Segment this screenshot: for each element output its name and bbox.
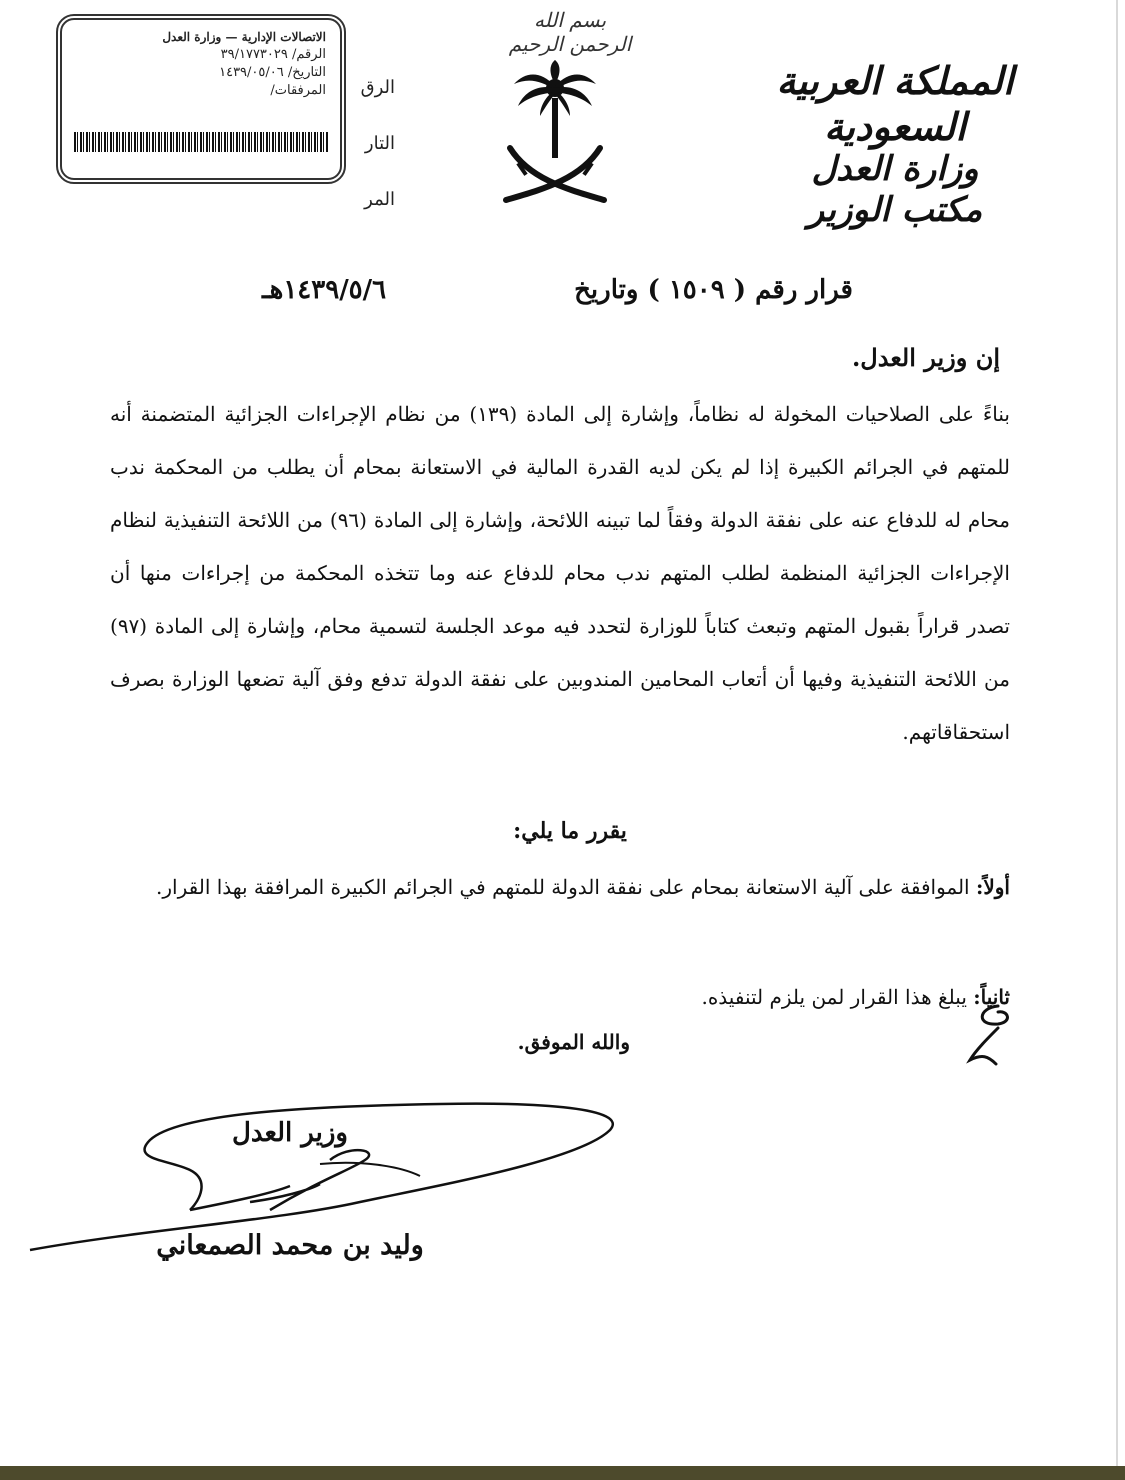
closing-phrase: والله الموفق.	[517, 1030, 630, 1054]
saudi-emblem-icon	[500, 60, 610, 210]
side-labels	[345, 60, 395, 228]
letterhead	[730, 58, 1060, 231]
side-label: المر	[364, 189, 395, 210]
body-paragraph: بناءً على الصلاحيات المخولة له نظاماً، وإشارة إلى المادة (١٣٩) من نظام الإجراءات الجزائية المتضمنة أنه للمتهم في الجرائم الكبيرة إذا لم يكن لديه القدرة المالية في الاستعانة بمحام أن يطلب من المحكمة ندب محام له للدفاع عنه على نفقة الدولة وفقاً لما تبينه اللائحة، وإشارة إلى المادة (٩٦) من اللائحة التنفيذية لنظام الإجراءات الجزائية المنظمة لطلب المتهم ندب محام للدفاع عنه وما تتخذه المحكمة من إجراءات منها أن تصدر قراراً بقبول المتهم وتبعث كتاباً للوزارة لتحدد فيه موعد الجلسة لتسمية محام، وإشارة إلى المادة (٩٧) من اللائحة التنفيذية وفيها أن أتعاب المحامين المندوبين على نفقة الدولة تدفع وفق آلية تضعها الوزارة بصرف استحقاقاتهم.	[110, 402, 1010, 744]
minister-line: إن وزير العدل.	[851, 343, 1000, 372]
bottom-bar	[0, 1466, 1125, 1480]
office-name: مكتب الوزير	[807, 189, 983, 230]
stamp-attachments: المرفقات/	[270, 83, 326, 98]
decision-item	[110, 862, 1010, 912]
decision-title: قرار رقم ( ١٥٠٩ ) وتاريخ	[574, 275, 853, 305]
decision-item	[110, 972, 1010, 1022]
stamp-title: الاتصالات الإدارية — وزارة العدل	[162, 30, 326, 44]
signatory-name: وليد بن محمد الصمعاني	[156, 1230, 424, 1261]
kingdom-name: المملكة العربية السعودية	[776, 58, 1014, 149]
decides-heading: يقرر ما يلي:	[513, 818, 627, 844]
initials-mark-icon	[958, 998, 1028, 1068]
item-text: الموافقة على آلية الاستعانة بمحام على نفقة الدولة للمتهم في الجرائم الكبيرة المرافقة بهذا القرار.	[156, 875, 970, 899]
item-label: ثانياً:	[973, 985, 1010, 1009]
barcode	[74, 132, 328, 152]
ministry-name: وزارة العدل	[811, 149, 979, 190]
stamp-number: الرقم/ ٣٩/١٧٧٣٠٢٩	[220, 47, 326, 62]
side-label: الرق	[360, 77, 395, 98]
signature-title: وزير العدل	[232, 1118, 348, 1148]
item-label: أولاً:	[975, 875, 1010, 899]
page-edge	[1116, 0, 1118, 1466]
stamp-date: التاريخ/ ١٤٣٩/٠٥/٠٦	[219, 65, 326, 80]
registry-stamp	[56, 14, 346, 184]
basmala: بسم الله الرحمن الرحيم	[508, 8, 632, 56]
item-text: يبلغ هذا القرار لمن يلزم لتنفيذه.	[701, 985, 967, 1009]
decision-date: ١٤٣٩/٥/٦هـ	[262, 275, 387, 305]
side-label: التار	[364, 133, 395, 154]
